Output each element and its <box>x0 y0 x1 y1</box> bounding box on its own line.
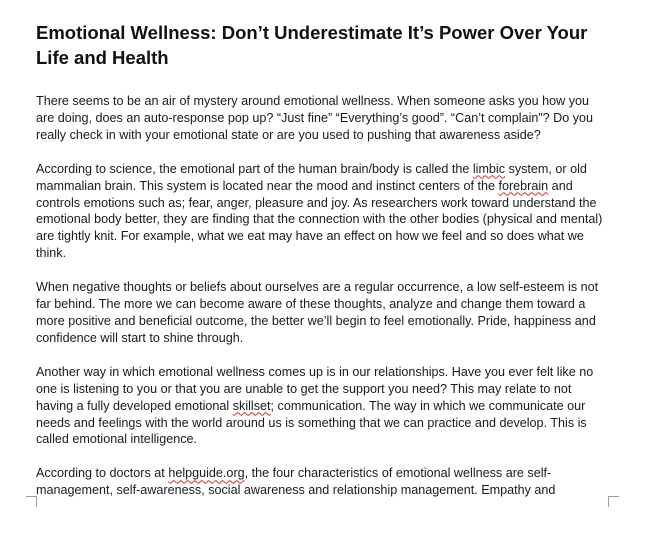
paragraph-2 <box>36 161 608 262</box>
paragraph-text: There seems to be an air of mystery around emotional wellness. When someone asks you how you are doing, does an auto-response pop up? “Just fine” “Everything’s good”. “Can’t complain”? Do you really check in with your emotional state or are you used to pushing that awareness aside? <box>36 94 594 142</box>
paragraph-text: and controls emotions such as; fear, anger, pleasure and joy. As researchers work toward understand the emotional body better, they are finding that the connection with the other bodies (physical and mental) are tightly knit. For example, what we eat may have an effect on how we feel and so does what we think. <box>36 178 603 261</box>
paragraph-text: ; communication. The way in which we communicate our needs and feelings with the world around us is something that we can practice and develop. This is called emotional intelligence. <box>36 398 587 447</box>
margin-corner-marker-left <box>26 496 37 507</box>
paragraph-text: According to science, the emotional part of the human brain/body is called the <box>36 161 473 176</box>
paragraph-text: Another way in which emotional wellness comes up is in our relationships. Have you ever felt like no one is listening to you or that you are unable to get the support you need? This may relate to not having a fully developed emotional <box>36 364 594 413</box>
document-body <box>36 93 608 516</box>
spelling-flagged-word[interactable]: helpguide.org <box>168 466 245 481</box>
paragraph-text: According to doctors at <box>36 466 169 481</box>
paragraph-text: , the four characteristics of emotional wellness are self-management, self-awareness, social awareness and relationship management. Empathy and <box>36 466 556 498</box>
paragraph-1 <box>36 93 608 144</box>
spelling-flagged-word[interactable]: limbic <box>472 161 506 176</box>
paragraph-text: system, or old mammalian brain. This system is located near the mood and instinct centers of the <box>36 161 587 193</box>
paragraph-4 <box>36 364 608 449</box>
document-title: Emotional Wellness: Don’t Underestimate It’s Power Over Your Life and Health <box>36 22 588 68</box>
spelling-flagged-word[interactable]: forebrain <box>498 178 549 193</box>
paragraph-3 <box>36 279 608 347</box>
paragraph-text: When negative thoughts or beliefs about ourselves are a regular occurrence, a low self-esteem is not far behind. The more we can become aware of these thoughts, analyze and change them toward a more positive and beneficial outcome, the better we’ll begin to feel emotionally. Pride, happiness and confidence will start to shine through. <box>36 280 599 345</box>
margin-corner-marker-right <box>608 496 619 507</box>
spelling-flagged-word[interactable]: skillset <box>232 398 271 413</box>
paragraph-5 <box>36 465 608 499</box>
